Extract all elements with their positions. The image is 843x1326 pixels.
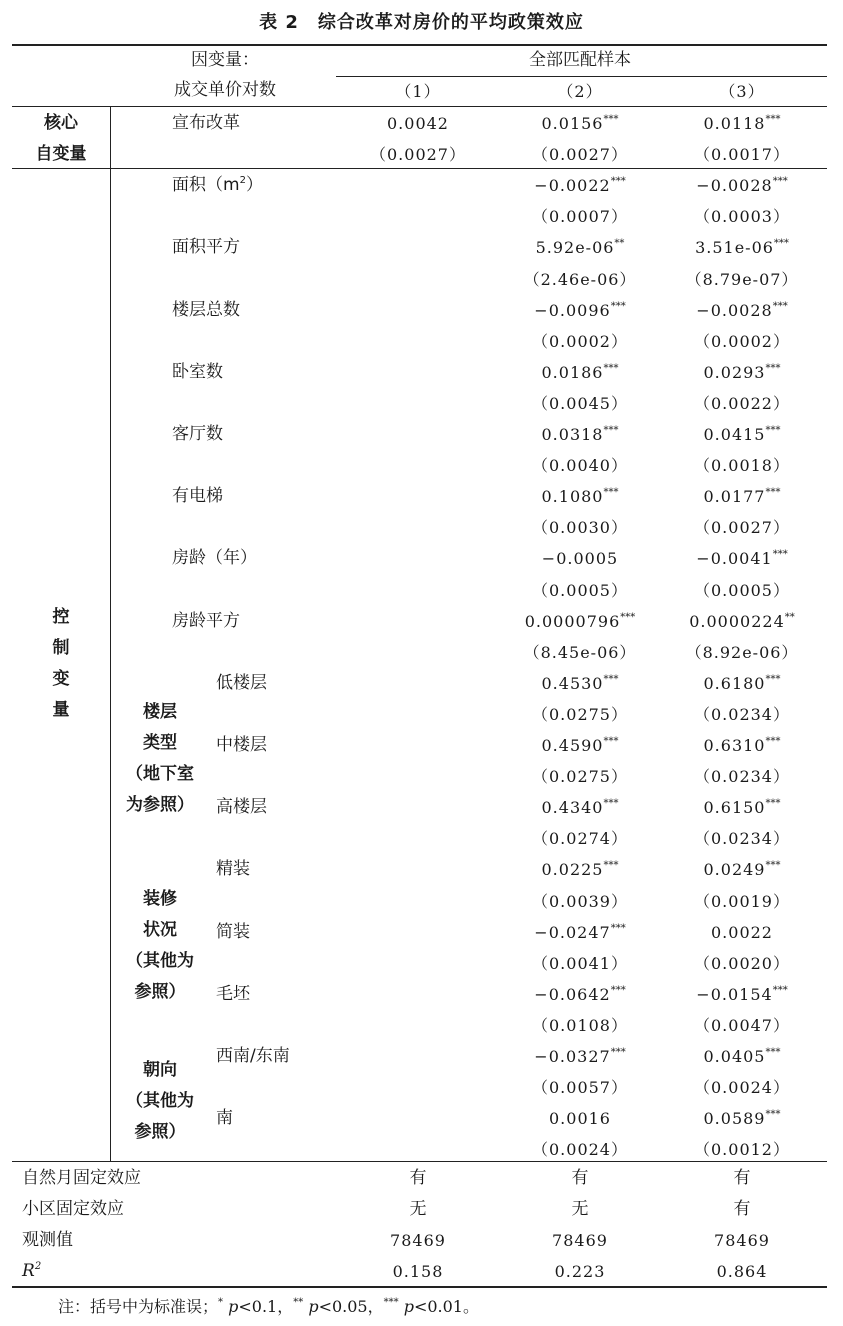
coefficient-cell-text: 0.0022 bbox=[711, 922, 773, 942]
std-error-cell-text: （0.0027） bbox=[532, 145, 628, 165]
footer-value bbox=[505, 1225, 655, 1256]
coefficient-cell-text: 0.0000796 bbox=[524, 611, 621, 631]
column-header-2 bbox=[505, 76, 655, 107]
coefficient-cell bbox=[505, 357, 655, 388]
coefficient-cell-text: 0.6150 bbox=[703, 798, 766, 818]
coefficient-cell-text: −0.0028 bbox=[696, 176, 773, 196]
std-error-cell-text: （0.0012） bbox=[694, 1140, 790, 1160]
footer-label bbox=[22, 1194, 124, 1225]
variable-name-text: 房龄平方 bbox=[172, 610, 240, 631]
subgroup-label bbox=[110, 884, 210, 915]
std-error-cell bbox=[667, 139, 817, 170]
std-error-cell-text: （8.79e-07） bbox=[685, 269, 799, 289]
variable-name-text: 简装 bbox=[216, 921, 250, 942]
coefficient-cell bbox=[505, 917, 655, 948]
significance-stars: *** bbox=[603, 114, 619, 125]
variable-name bbox=[216, 979, 250, 1010]
subgroup-label bbox=[110, 977, 210, 1008]
coefficient-cell bbox=[505, 108, 655, 139]
std-error-cell bbox=[505, 139, 655, 170]
std-error-cell-text: （0.0041） bbox=[532, 953, 628, 973]
std-error-cell bbox=[505, 699, 655, 730]
std-error-cell-text: （0.0007） bbox=[532, 207, 628, 227]
std-error-cell bbox=[667, 1134, 817, 1165]
coefficient-cell bbox=[505, 481, 655, 512]
footer-value bbox=[667, 1256, 817, 1287]
std-error-cell-text: （0.0024） bbox=[532, 1140, 628, 1160]
significance-stars: *** bbox=[765, 860, 781, 872]
variable-name bbox=[216, 854, 250, 885]
coefficient-cell bbox=[667, 419, 817, 450]
coefficient-cell-text: 0.4340 bbox=[541, 798, 604, 818]
significance-stars: *** bbox=[603, 860, 619, 872]
variable-name bbox=[172, 170, 263, 201]
significance-stars: *** bbox=[610, 176, 626, 188]
subgroup-label bbox=[110, 1086, 210, 1117]
significance-stars: *** bbox=[620, 611, 636, 623]
footer-label-text: R bbox=[22, 1261, 35, 1281]
coefficient-cell bbox=[667, 295, 817, 326]
coefficient-cell bbox=[667, 1103, 817, 1134]
coefficient-cell bbox=[667, 606, 817, 637]
variable-name-text: 房龄（年） bbox=[172, 548, 257, 569]
coefficient-cell bbox=[667, 357, 817, 388]
std-error-cell bbox=[505, 1072, 655, 1103]
std-error-cell-text: （0.0002） bbox=[532, 331, 628, 351]
coefficient-cell bbox=[505, 792, 655, 823]
subgroup-label bbox=[110, 1055, 210, 1086]
subgroup-label-text: 楼层 bbox=[143, 701, 177, 722]
std-error-cell-text: （0.0030） bbox=[532, 518, 628, 538]
std-error-cell-text: （8.92e-06） bbox=[685, 642, 799, 662]
std-error-cell-text: （0.0274） bbox=[532, 829, 628, 849]
std-error-cell bbox=[667, 575, 817, 606]
std-error-cell-text: （0.0020） bbox=[694, 953, 790, 973]
significance-stars: *** bbox=[603, 487, 619, 499]
significance-stars: *** bbox=[772, 549, 788, 561]
significance-stars: ** bbox=[614, 238, 625, 250]
variable-name-text: 中楼层 bbox=[216, 735, 267, 755]
significance-stars: ** bbox=[784, 611, 795, 623]
footer-value bbox=[343, 1256, 493, 1287]
note-p-1: p bbox=[228, 1297, 239, 1316]
coefficient-cell-text: 0.0405 bbox=[703, 1047, 766, 1066]
std-error-cell-text: （0.0040） bbox=[532, 456, 628, 476]
coefficient-cell-text: 0.0249 bbox=[703, 860, 766, 880]
significance-stars: *** bbox=[765, 1047, 781, 1058]
controls-group-label-text: 制 bbox=[52, 637, 70, 658]
coefficient-cell bbox=[505, 854, 655, 885]
std-error-cell-text: （0.0022） bbox=[694, 393, 790, 413]
coefficient-cell-text: −0.0642 bbox=[534, 984, 611, 1004]
table-note bbox=[58, 1294, 479, 1317]
note-star-2: ** bbox=[293, 1297, 304, 1308]
std-error-cell bbox=[505, 326, 655, 357]
coefficient-cell-text: 0.0177 bbox=[703, 487, 766, 507]
coefficient-cell-text: −0.0041 bbox=[696, 549, 773, 569]
variable-name-text: 低楼层 bbox=[216, 672, 267, 693]
footer-value bbox=[667, 1225, 817, 1256]
subgroup-label-text: 为参照） bbox=[126, 795, 194, 816]
significance-stars: *** bbox=[610, 1047, 626, 1058]
significance-stars: *** bbox=[765, 673, 781, 685]
note-p-3: p bbox=[403, 1297, 414, 1316]
coefficient-cell bbox=[667, 730, 817, 761]
column-header-3 bbox=[667, 76, 817, 107]
variable-name-text: 精装 bbox=[216, 859, 250, 880]
std-error-cell bbox=[505, 450, 655, 481]
footer-value-text: 有 bbox=[733, 1199, 751, 1219]
coefficient-cell bbox=[667, 232, 817, 263]
subgroup-label-text: 装修 bbox=[143, 888, 177, 909]
variable-name-text: 毛坯 bbox=[216, 983, 250, 1004]
coefficient-cell bbox=[343, 108, 493, 139]
footer-value-text: 有 bbox=[571, 1168, 589, 1188]
footer-value bbox=[667, 1194, 817, 1225]
subgroup-label bbox=[110, 728, 210, 759]
footer-value bbox=[343, 1194, 493, 1225]
std-error-cell bbox=[505, 823, 655, 854]
variable-name bbox=[172, 606, 240, 637]
coefficient-cell-text: −0.0096 bbox=[534, 300, 611, 320]
footer-value bbox=[505, 1194, 655, 1225]
dep-var-label bbox=[125, 45, 325, 76]
std-error-cell bbox=[667, 699, 817, 730]
std-error-cell-text: （0.0234） bbox=[694, 767, 790, 787]
footer-value-text: 0.864 bbox=[716, 1262, 768, 1281]
footer-value-text: 78469 bbox=[552, 1231, 608, 1250]
significance-stars: *** bbox=[772, 176, 788, 188]
std-error-cell bbox=[505, 388, 655, 419]
variable-name bbox=[216, 792, 267, 823]
coefficient-cell-text: 3.51e-06 bbox=[695, 238, 774, 258]
std-error-cell bbox=[505, 1010, 655, 1041]
variable-name-text: 宣布改革 bbox=[172, 113, 240, 133]
footer-label-text: 小区固定效应 bbox=[22, 1199, 124, 1219]
std-error-cell bbox=[505, 886, 655, 917]
coefficient-cell bbox=[667, 1041, 817, 1072]
std-error-cell bbox=[667, 201, 817, 232]
coefficient-cell bbox=[667, 792, 817, 823]
significance-stars: *** bbox=[603, 362, 619, 374]
dep-var-name-text: 成交单价对数 bbox=[174, 80, 276, 100]
coefficient-cell-text: −0.0022 bbox=[534, 176, 611, 196]
coefficient-cell bbox=[505, 232, 655, 263]
std-error-cell-text: （0.0039） bbox=[532, 891, 628, 911]
significance-stars: *** bbox=[765, 1109, 781, 1121]
coefficient-cell-text: 0.0118 bbox=[703, 114, 766, 133]
significance-stars: *** bbox=[773, 238, 789, 250]
variable-name bbox=[216, 1103, 233, 1134]
core-group-label-text: 自变量 bbox=[35, 144, 87, 165]
std-error-cell-text: （8.45e-06） bbox=[523, 642, 637, 662]
coefficient-cell bbox=[667, 170, 817, 201]
subgroup-label bbox=[110, 790, 210, 821]
coefficient-cell-text: −0.0327 bbox=[534, 1047, 611, 1066]
coefficient-cell-text: 0.0318 bbox=[541, 425, 604, 444]
std-error-cell bbox=[667, 512, 817, 543]
controls-group-label-text: 变 bbox=[52, 668, 70, 689]
significance-stars: *** bbox=[610, 922, 626, 934]
coefficient-cell-text: 5.92e-06 bbox=[535, 238, 615, 258]
std-error-cell-text: （0.0234） bbox=[694, 704, 790, 724]
std-error-cell bbox=[667, 1010, 817, 1041]
std-error-cell-text: （0.0234） bbox=[694, 829, 790, 849]
std-error-cell bbox=[667, 264, 817, 295]
note-star-1: * bbox=[218, 1297, 224, 1308]
std-error-cell bbox=[667, 326, 817, 357]
subgroup-label bbox=[110, 1117, 210, 1148]
coefficient-cell bbox=[505, 606, 655, 637]
note-prefix: 注：括号中为标准误； bbox=[58, 1297, 219, 1316]
footer-label-text: 观测值 bbox=[22, 1230, 73, 1250]
coefficient-cell-text: 0.6180 bbox=[703, 673, 766, 693]
std-error-cell bbox=[505, 264, 655, 295]
coefficient-cell-text: 0.0415 bbox=[703, 425, 766, 444]
column-header-1-text: （1） bbox=[395, 82, 441, 101]
variable-name-text: 高楼层 bbox=[216, 797, 267, 818]
coefficient-cell-text: 0.4590 bbox=[541, 736, 604, 755]
footer-value-text: 0.223 bbox=[554, 1262, 606, 1281]
std-error-cell-text: （0.0005） bbox=[532, 580, 628, 600]
footer-value-text: 有 bbox=[733, 1168, 751, 1188]
coefficient-cell-text: −0.0154 bbox=[696, 984, 773, 1004]
significance-stars: 2 bbox=[34, 1261, 42, 1272]
std-error-cell-text: （0.0027） bbox=[370, 145, 466, 165]
std-error-cell-text: （0.0002） bbox=[694, 331, 790, 351]
std-error-cell-text: （0.0275） bbox=[532, 767, 628, 787]
footer-value-text: 有 bbox=[409, 1168, 427, 1188]
note-star-3: *** bbox=[383, 1297, 399, 1308]
subgroup-label-text: 朝向 bbox=[143, 1059, 177, 1080]
variable-name-text: 南 bbox=[216, 1108, 233, 1129]
coefficient-cell-text: 0.6310 bbox=[703, 736, 766, 755]
controls-group-label bbox=[31, 695, 91, 726]
footer-value-text: 78469 bbox=[714, 1231, 770, 1250]
std-error-cell-text: （0.0047） bbox=[694, 1015, 790, 1035]
controls-group-label bbox=[31, 602, 91, 633]
coefficient-cell bbox=[505, 730, 655, 761]
coefficient-cell bbox=[667, 979, 817, 1010]
note-threshold-1: <0.1， bbox=[238, 1297, 294, 1316]
std-error-cell-text: （0.0108） bbox=[532, 1015, 628, 1035]
variable-name-text: 楼层总数 bbox=[172, 299, 240, 320]
note-threshold-3: <0.01。 bbox=[413, 1297, 479, 1316]
footer-value-text: 0.158 bbox=[392, 1262, 444, 1281]
significance-stars: *** bbox=[765, 798, 781, 810]
std-error-cell bbox=[667, 637, 817, 668]
coefficient-cell-text: 0.0293 bbox=[703, 362, 766, 382]
significance-stars: *** bbox=[603, 798, 619, 810]
core-group-label-text: 核心 bbox=[44, 113, 78, 133]
variable-name-text: 面积（m bbox=[172, 175, 240, 196]
coefficient-cell bbox=[667, 543, 817, 574]
significance-stars: *** bbox=[603, 425, 619, 436]
significance-stars: *** bbox=[765, 736, 781, 747]
column-header-2-text: （2） bbox=[557, 82, 603, 101]
std-error-cell-text: （0.0017） bbox=[694, 145, 790, 165]
coefficient-cell-text: 0.4530 bbox=[541, 673, 604, 693]
footer-label bbox=[22, 1225, 73, 1256]
std-error-cell bbox=[505, 512, 655, 543]
coefficient-cell bbox=[505, 668, 655, 699]
variable-name-text: 有电梯 bbox=[172, 486, 223, 507]
std-error-cell-text: （0.0003） bbox=[694, 207, 790, 227]
std-error-cell-text: （2.46e-06） bbox=[523, 269, 637, 289]
std-error-cell-text: （0.0018） bbox=[694, 456, 790, 476]
std-error-cell bbox=[505, 637, 655, 668]
variable-name-text: 西南/东南 bbox=[216, 1046, 290, 1066]
coefficient-cell-text: 0.0156 bbox=[541, 114, 604, 133]
significance-stars: *** bbox=[610, 984, 626, 996]
coefficient-cell bbox=[667, 108, 817, 139]
subgroup-label-text: （其他为 bbox=[126, 950, 194, 971]
std-error-cell-text: （0.0045） bbox=[532, 393, 628, 413]
coefficient-cell-text: 0.1080 bbox=[541, 487, 604, 507]
footer-value bbox=[667, 1163, 817, 1194]
significance-stars: *** bbox=[610, 300, 626, 312]
std-error-cell bbox=[667, 948, 817, 979]
variable-name bbox=[216, 668, 267, 699]
column-header-1 bbox=[343, 76, 493, 107]
coefficient-cell-text: 0.0225 bbox=[541, 860, 604, 880]
std-error-cell bbox=[667, 1072, 817, 1103]
variable-name bbox=[172, 232, 240, 263]
std-error-cell-text: （0.0057） bbox=[532, 1078, 628, 1098]
footer-value-text: 无 bbox=[571, 1199, 589, 1219]
coefficient-cell bbox=[505, 170, 655, 201]
column-header-3-text: （3） bbox=[719, 82, 765, 101]
significance-stars: *** bbox=[772, 300, 788, 312]
variable-name-tail: ） bbox=[245, 175, 263, 196]
std-error-cell-text: （0.0027） bbox=[694, 518, 790, 538]
significance-stars: *** bbox=[772, 984, 788, 996]
coefficient-cell bbox=[505, 419, 655, 450]
subgroup-label bbox=[110, 946, 210, 977]
coefficient-cell bbox=[505, 979, 655, 1010]
coefficient-cell-text: 0.0016 bbox=[549, 1109, 611, 1129]
variable-name bbox=[172, 295, 240, 326]
significance-stars: *** bbox=[765, 425, 781, 436]
footer-value bbox=[343, 1163, 493, 1194]
subgroup-label-text: （地下室 bbox=[126, 764, 194, 785]
significance-stars: *** bbox=[603, 736, 619, 747]
std-error-cell bbox=[505, 201, 655, 232]
coefficient-cell bbox=[667, 481, 817, 512]
coefficient-cell bbox=[667, 917, 817, 948]
footer-value bbox=[505, 1256, 655, 1287]
significance-stars: 2 bbox=[239, 175, 246, 187]
coefficient-cell-text: 0.0186 bbox=[541, 362, 604, 382]
footer-value-text: 78469 bbox=[390, 1231, 446, 1250]
significance-stars: *** bbox=[765, 362, 781, 374]
dep-var-label-text: 因变量： bbox=[191, 50, 259, 70]
std-error-cell-text: （0.0005） bbox=[694, 580, 790, 600]
coefficient-cell-text: 0.0589 bbox=[703, 1109, 766, 1129]
subgroup-label bbox=[110, 915, 210, 946]
subgroup-label-text: 状况 bbox=[143, 919, 177, 940]
coefficient-cell-text: −0.0005 bbox=[541, 549, 619, 569]
subgroup-label bbox=[110, 759, 210, 790]
subgroup-label bbox=[110, 697, 210, 728]
controls-group-label-text: 控 bbox=[52, 606, 70, 627]
coefficient-cell bbox=[505, 1041, 655, 1072]
coefficient-cell-text: 0.0042 bbox=[387, 114, 449, 133]
variable-name-text: 卧室数 bbox=[172, 361, 223, 382]
footer-value bbox=[505, 1163, 655, 1194]
subgroup-label-text: 参照） bbox=[134, 981, 186, 1002]
std-error-cell bbox=[505, 1134, 655, 1165]
variable-name bbox=[216, 917, 250, 948]
footer-label bbox=[22, 1163, 141, 1194]
coefficient-cell bbox=[505, 1103, 655, 1134]
controls-group-label-text: 量 bbox=[52, 699, 70, 720]
coefficient-cell bbox=[505, 295, 655, 326]
variable-name bbox=[172, 543, 257, 574]
variable-name bbox=[216, 730, 267, 761]
footer-label-text: 自然月固定效应 bbox=[22, 1168, 141, 1188]
significance-stars: *** bbox=[603, 673, 619, 685]
sample-label bbox=[430, 45, 730, 76]
coefficient-cell bbox=[667, 668, 817, 699]
footer-label bbox=[22, 1256, 41, 1287]
std-error-cell-text: （0.0019） bbox=[694, 891, 790, 911]
note-threshold-2: <0.05， bbox=[318, 1297, 384, 1316]
table-title: 表 2 综合改革对房价的平均政策效应 bbox=[259, 12, 584, 33]
std-error-cell bbox=[667, 823, 817, 854]
core-group-label bbox=[13, 139, 109, 170]
controls-group-label bbox=[31, 633, 91, 664]
subgroup-label-text: 类型 bbox=[143, 733, 177, 753]
variable-name bbox=[172, 357, 223, 388]
std-error-cell bbox=[667, 761, 817, 792]
subgroup-label-text: （其他为 bbox=[126, 1090, 194, 1111]
std-error-cell bbox=[667, 886, 817, 917]
variable-name bbox=[172, 108, 240, 139]
std-error-cell bbox=[505, 575, 655, 606]
coefficient-cell bbox=[505, 543, 655, 574]
variable-name bbox=[172, 481, 223, 512]
std-error-cell bbox=[505, 948, 655, 979]
note-p-2: p bbox=[308, 1297, 319, 1316]
coefficient-cell-text: 0.0000224 bbox=[689, 611, 785, 631]
footer-value bbox=[343, 1225, 493, 1256]
core-group-label bbox=[13, 108, 109, 139]
dep-var-name bbox=[125, 75, 325, 106]
significance-stars: *** bbox=[765, 487, 781, 499]
coefficient-cell-text: −0.0028 bbox=[696, 300, 773, 320]
std-error-cell bbox=[343, 139, 493, 170]
sample-label-text: 全部匹配样本 bbox=[529, 50, 631, 70]
significance-stars: *** bbox=[765, 114, 781, 125]
std-error-cell bbox=[667, 388, 817, 419]
variable-name bbox=[172, 419, 223, 450]
footer-value-text: 无 bbox=[409, 1199, 427, 1219]
std-error-cell bbox=[505, 761, 655, 792]
coefficient-cell bbox=[667, 854, 817, 885]
variable-name-text: 客厅数 bbox=[172, 424, 223, 444]
subgroup-label-text: 参照） bbox=[134, 1121, 186, 1142]
std-error-cell-text: （0.0024） bbox=[694, 1078, 790, 1098]
controls-group-label bbox=[31, 664, 91, 695]
coefficient-cell-text: −0.0247 bbox=[534, 922, 611, 942]
variable-name-text: 面积平方 bbox=[172, 237, 240, 258]
variable-name bbox=[216, 1041, 290, 1072]
std-error-cell-text: （0.0275） bbox=[532, 704, 628, 724]
std-error-cell bbox=[667, 450, 817, 481]
